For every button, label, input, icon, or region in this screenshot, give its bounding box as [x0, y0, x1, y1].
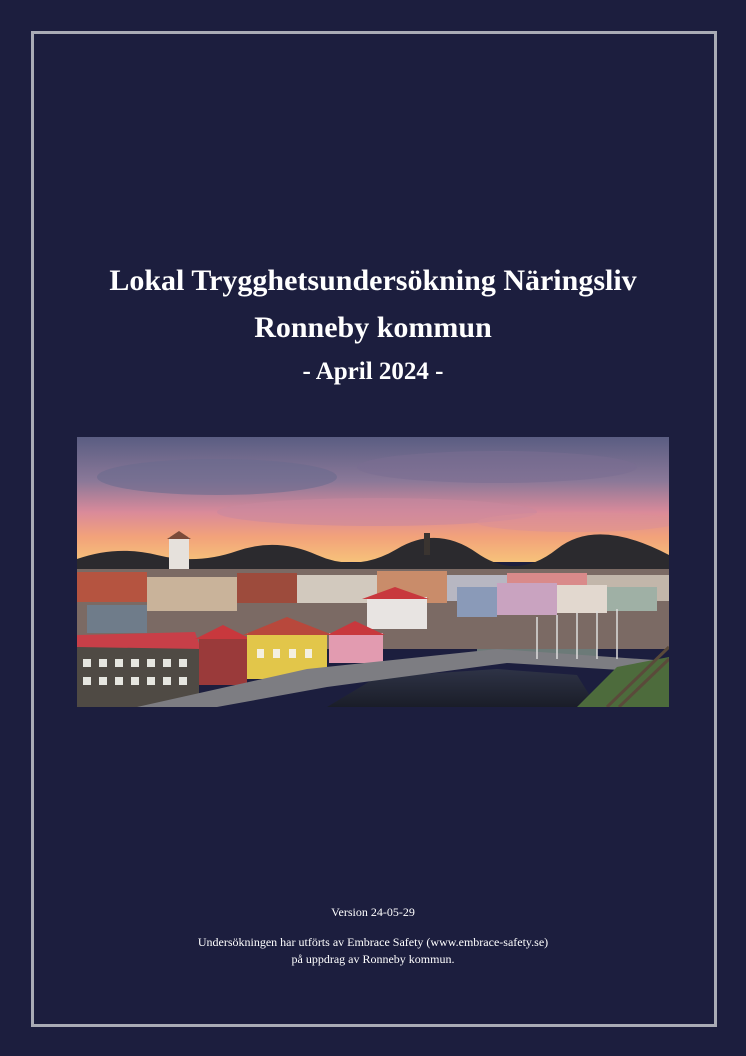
version-text: Version 24-05-29: [331, 905, 415, 919]
town-panorama-image: [77, 437, 669, 707]
credit-line-1: Undersökningen har utförts av Embrace Safety (www.embrace-safety.se): [197, 935, 549, 949]
credit-line-2: på uppdrag av Ronneby kommun.: [291, 952, 455, 966]
date-line: - April 2024 -: [302, 358, 444, 385]
title-line-1: Lokal Trygghetsundersökning Näringsliv: [109, 264, 637, 297]
title-line-2: Ronneby kommun: [254, 311, 492, 344]
cover-photo: [77, 437, 669, 707]
credits-block: [0, 934, 746, 968]
